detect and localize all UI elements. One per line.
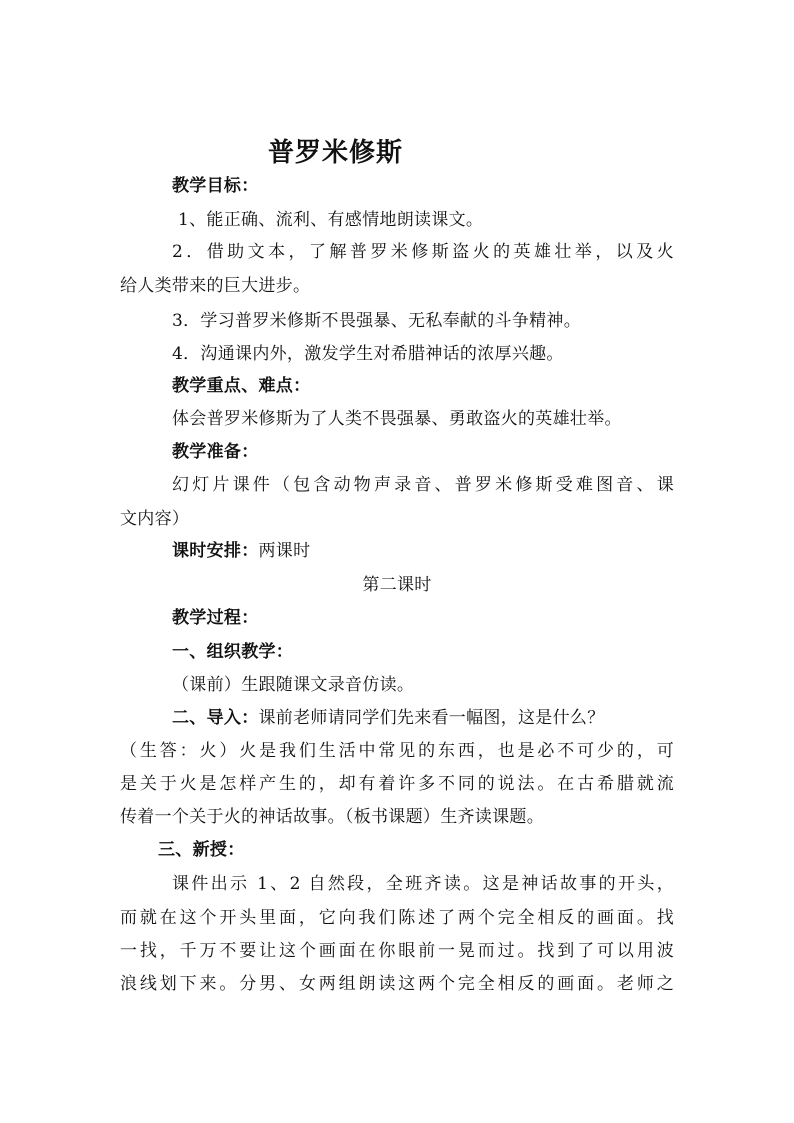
objective-2-line-2: 给人类带来的巨大进步。 [120,276,311,296]
preparation-line-2: 文内容） [120,509,190,529]
document-title: 普罗米修斯 [268,138,404,168]
section-3-line-1: 课件出示 1、2 自然段，全班齐读。这是神话故事的开头， [172,874,674,894]
objective-3: 3．学习普罗米修斯不畏强暴、无私奉献的斗争精神。 [172,311,582,331]
key-points-heading: 教学重点、难点： [172,376,311,396]
section-2-line-1-text: 课前老师请同学们先来看一幅图，这是什么？ [258,708,605,728]
lesson-heading: 第二课时 [362,575,432,595]
section-2-line-1 [172,708,732,728]
key-points-text: 体会普罗米修斯为了人类不畏强暴、勇敢盗火的英雄壮举。 [172,409,622,429]
preparation-heading: 教学准备： [172,442,259,462]
objective-1: 1、能正确、流利、有感情地朗读课文。 [178,210,484,230]
objective-4: 4．沟通课内外，激发学生对希腊神话的浓厚兴趣。 [172,344,564,364]
section-3-line-3: 一找，千万不要让这个画面在你眼前一晃而过。找到了可以用波 [120,941,674,961]
process-heading: 教学过程： [172,608,259,628]
section-2-heading: 二、导入： [172,708,259,728]
section-2-line-3: 是关于火是怎样产生的，却有着许多不同的说法。在古希腊就流 [120,774,674,794]
section-3-heading: 三、新授： [158,840,245,860]
section-1-text: （课前）生跟随课文录音仿读。 [172,675,415,695]
section-2-line-2: （生答：火）火是我们生活中常见的东西，也是必不可少的，可 [120,741,674,761]
schedule-label: 课时安排： [172,541,259,561]
section-3-line-4: 浪线划下来。分男、女两组朗读这两个完全相反的画面。老师之 [120,974,674,994]
schedule-line [172,541,732,561]
objectives-heading: 教学目标： [172,176,259,196]
section-3-line-2: 而就在这个开头里面，它向我们陈述了两个完全相反的画面。找 [120,908,674,928]
objective-2-line-1: 2．借助文本，了解普罗米修斯盗火的英雄壮举，以及火 [172,242,674,262]
schedule-value: 两课时 [258,541,311,561]
preparation-line-1: 幻灯片课件（包含动物声录音、普罗米修斯受难图音、课 [172,475,674,495]
section-2-line-4: 传着一个关于火的神话故事。（板书课题）生齐读课题。 [120,807,544,827]
section-1-heading: 一、组织教学： [172,642,294,662]
